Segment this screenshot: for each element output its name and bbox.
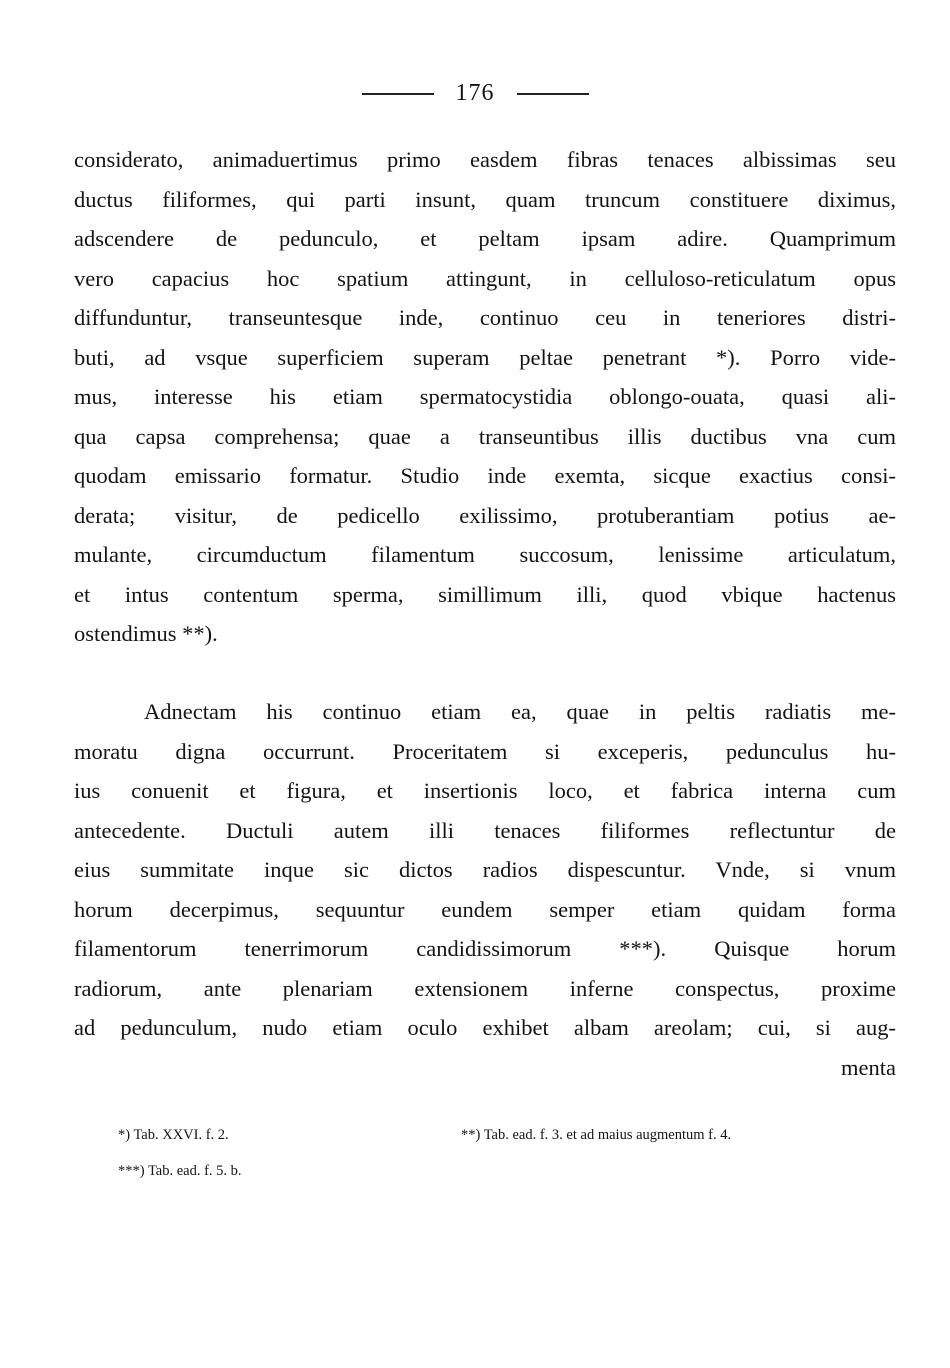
text-line: eius summitate inque sic dictos radios dispescuntur. Vnde, si vnum (74, 857, 896, 882)
text-line: vero capacius hoc spatium attingunt, in celluloso-reticulatum opus (74, 265, 896, 291)
text-line: buti, ad vsque superficiem superam peltae penetrant *). Porro vide- (74, 344, 896, 370)
text-line: considerato, animaduertimus primo easdem fibras tenaces albissimas seu (74, 147, 896, 172)
text-line: ad pedunculum, nudo etiam oculo exhibet albam areolam; cui, si aug- (74, 1015, 896, 1040)
footnote-1: *) Tab. XXVI. f. 2. (118, 1127, 229, 1143)
text-line: antecedente. Ductuli autem illi tenaces filiformes reflectuntur de (74, 817, 896, 843)
text-line: radiorum, ante plenariam extensionem inferne conspectus, proxime (74, 975, 896, 1001)
footnote-row (118, 1160, 898, 1196)
paragraph-2 (74, 692, 896, 1087)
text-line: et intus contentum sperma, simillimum illi, quod vbique hactenus (74, 581, 896, 607)
text-line: ius conuenit et figura, et insertionis loco, et fabrica interna cum (74, 778, 896, 803)
page-number: 176 (455, 80, 495, 106)
text-line: moratu digna occurrunt. Proceritatem si exceperis, pedunculus hu- (74, 738, 896, 764)
page-header (0, 80, 950, 107)
text-line: ductus filiformes, qui parti insunt, quam truncum constituere diximus, (74, 186, 896, 212)
catchword: menta (841, 1054, 896, 1080)
text-line: derata; visitur, de pedicello exilissimo, protuberantiam potius ae- (74, 502, 896, 528)
text-line: mulante, circumductum filamentum succosum, lenissime articulatum, (74, 542, 896, 567)
footnote-2: **) Tab. ead. f. 3. et ad maius augmentum f. 4. (461, 1127, 732, 1143)
text-line: mus, interesse his etiam spermatocystidia oblongo-ouata, quasi ali- (74, 384, 896, 409)
text-line: filamentorum tenerrimorum candidissimorum ***). Quisque horum (74, 936, 896, 961)
text-line: diffunduntur, transeuntesque inde, continuo ceu in teneriores distri- (74, 305, 896, 330)
footnote-3: ***) Tab. ead. f. 5. b. (118, 1163, 242, 1179)
text-line: Adnectam his continuo etiam ea, quae in peltis radiatis me- (144, 699, 896, 724)
footnote-row (118, 1124, 898, 1160)
footnotes (118, 1124, 898, 1196)
text-line: qua capsa comprehensa; quae a transeuntibus illis ductibus vna cum (74, 423, 896, 449)
header-rule-left (362, 93, 434, 95)
paragraph-1 (74, 140, 896, 654)
header-rule-right (517, 93, 589, 95)
text-line: adscendere de pedunculo, et peltam ipsam adire. Quamprimum (74, 226, 896, 251)
text-line: horum decerpimus, sequuntur eundem semper etiam quidam forma (74, 896, 896, 922)
text-line: ostendimus **). (74, 621, 218, 646)
text-line: quodam emissario formatur. Studio inde exemta, sicque exactius consi- (74, 463, 896, 488)
